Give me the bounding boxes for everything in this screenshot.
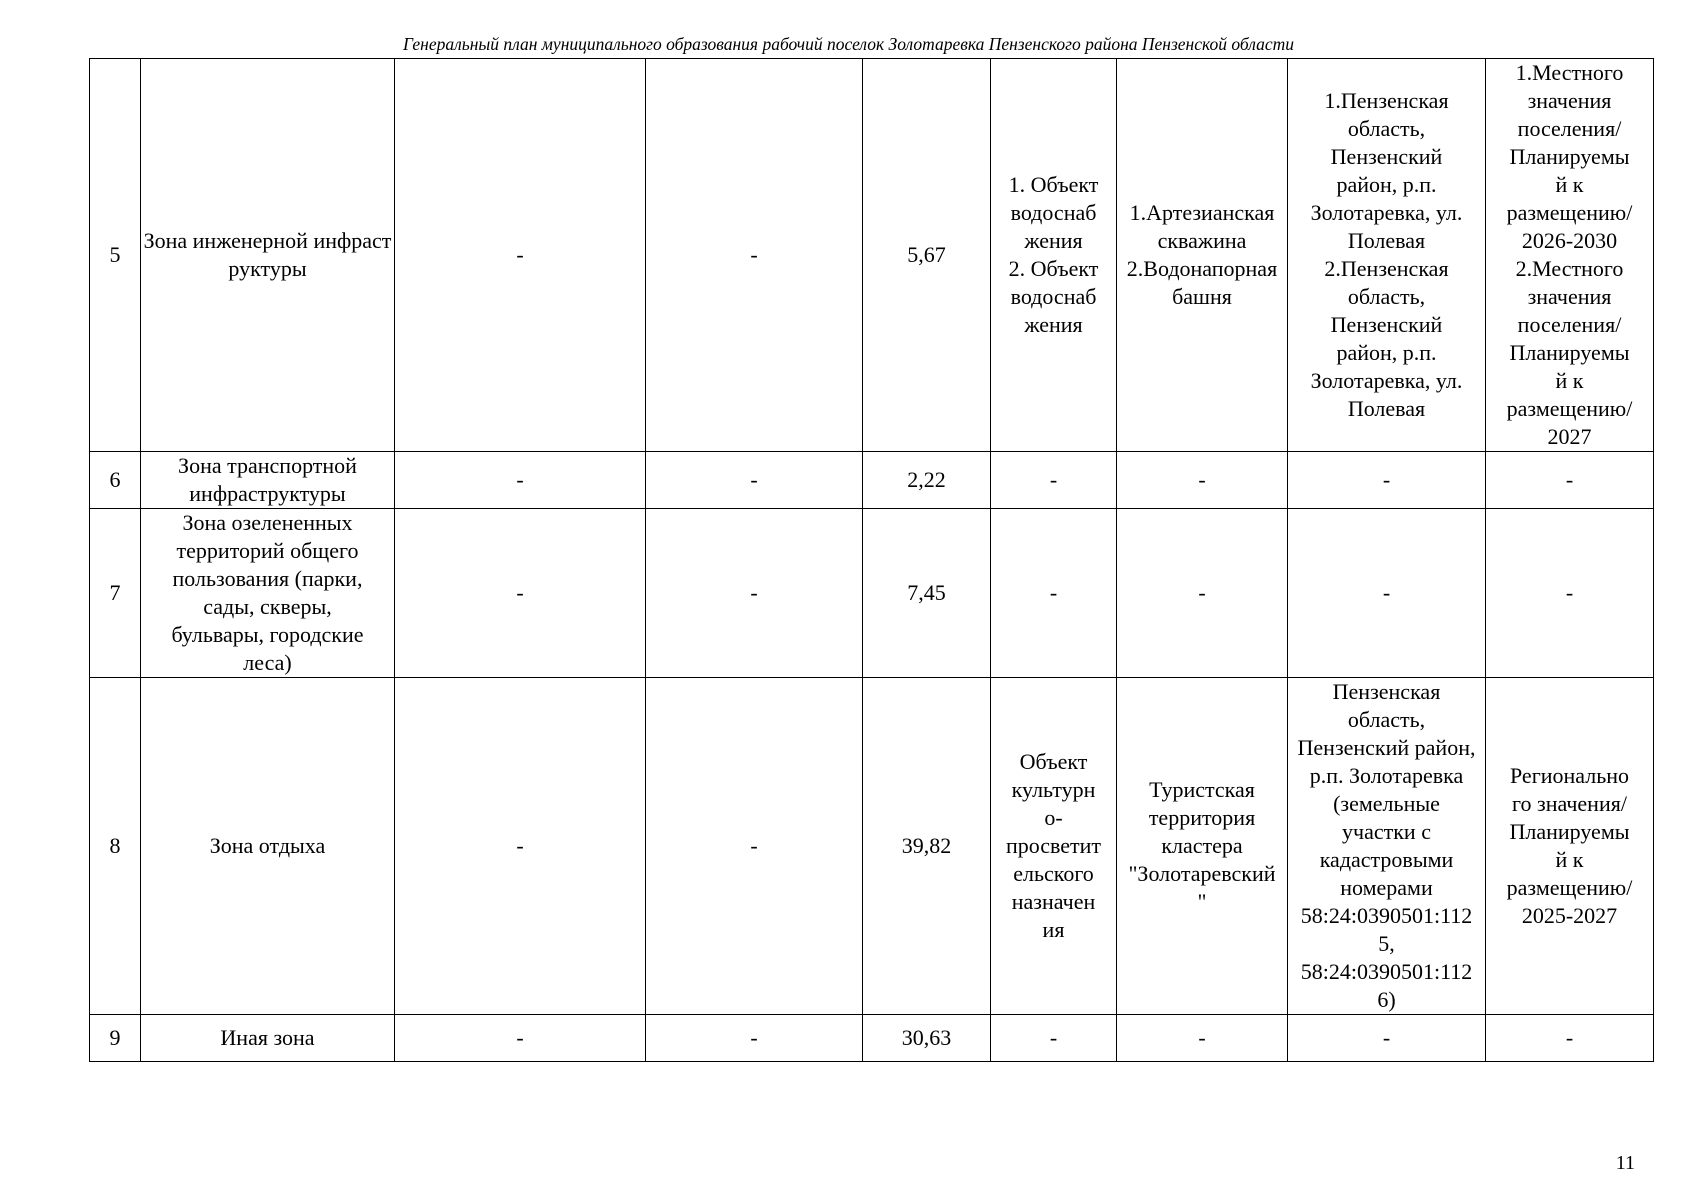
object-name: - [1117,1015,1288,1062]
cell-col3: - [395,1015,646,1062]
cell-col4: - [646,678,863,1015]
cell-col4: - [646,1015,863,1062]
object-status: Регионально го значения/ Планируемы й к размещению/ 2025-2027 [1486,678,1654,1015]
zones-table [89,58,1654,1062]
page-number: 11 [1615,1152,1635,1174]
zone-name: Зона транспортной инфраструктуры [141,452,395,509]
row-number: 7 [90,509,141,678]
zone-area: 39,82 [863,678,991,1015]
object-location: - [1288,509,1486,678]
cell-col3: - [395,678,646,1015]
row-number: 9 [90,1015,141,1062]
zone-name: Иная зона [141,1015,395,1062]
zone-area: 5,67 [863,59,991,452]
cell-col4: - [646,59,863,452]
object-status: - [1486,509,1654,678]
cell-col3: - [395,509,646,678]
object-type: Объект культурн о- просветит ельского назначен ия [991,678,1117,1015]
object-type: 1. Объект водоснаб жения 2. Объект водоснаб жения [991,59,1117,452]
object-type: - [991,452,1117,509]
object-location: Пензенская область, Пензенский район, р.п. Золотаревка (земельные участки с кадастровыми номерами 58:24:0390501:112 5, 58:24:0390501:112 6) [1288,678,1486,1015]
object-name: - [1117,509,1288,678]
zone-area: 30,63 [863,1015,991,1062]
object-type: - [991,1015,1117,1062]
table-row [90,59,1654,452]
cell-col4: - [646,509,863,678]
object-location: 1.Пензенская область, Пензенский район, р.п. Золотаревка, ул. Полевая 2.Пензенская область, Пензенский район, р.п. Золотаревка, ул. Полевая [1288,59,1486,452]
table-row [90,452,1654,509]
cell-col4: - [646,452,863,509]
zone-name: Зона инженерной инфраструктуры [141,59,395,452]
zone-name: Зона озелененных территорий общего пользования (парки, сады, скверы, бульвары, городские леса) [141,509,395,678]
row-number: 8 [90,678,141,1015]
table-row [90,509,1654,678]
object-name: - [1117,452,1288,509]
zone-area: 2,22 [863,452,991,509]
object-name: 1.Артезианская скважина 2.Водонапорная башня [1117,59,1288,452]
page-header: Генеральный план муниципального образования рабочий поселок Золотаревка Пензенского района Пензенской области [402,34,1295,54]
cell-col3: - [395,59,646,452]
object-type: - [991,509,1117,678]
object-status: - [1486,452,1654,509]
table-row [90,678,1654,1015]
zone-area: 7,45 [863,509,991,678]
object-status: 1.Местного значения поселения/ Планируемы й к размещению/ 2026-2030 2.Местного значения поселения/ Планируемы й к размещению/ 2027 [1486,59,1654,452]
cell-col3: - [395,452,646,509]
row-number: 6 [90,452,141,509]
row-number: 5 [90,59,141,452]
object-location: - [1288,1015,1486,1062]
object-name: Туристская территория кластера "Золотаревский " [1117,678,1288,1015]
table-row [90,1015,1654,1062]
object-location: - [1288,452,1486,509]
zone-name: Зона отдыха [141,678,395,1015]
object-status: - [1486,1015,1654,1062]
